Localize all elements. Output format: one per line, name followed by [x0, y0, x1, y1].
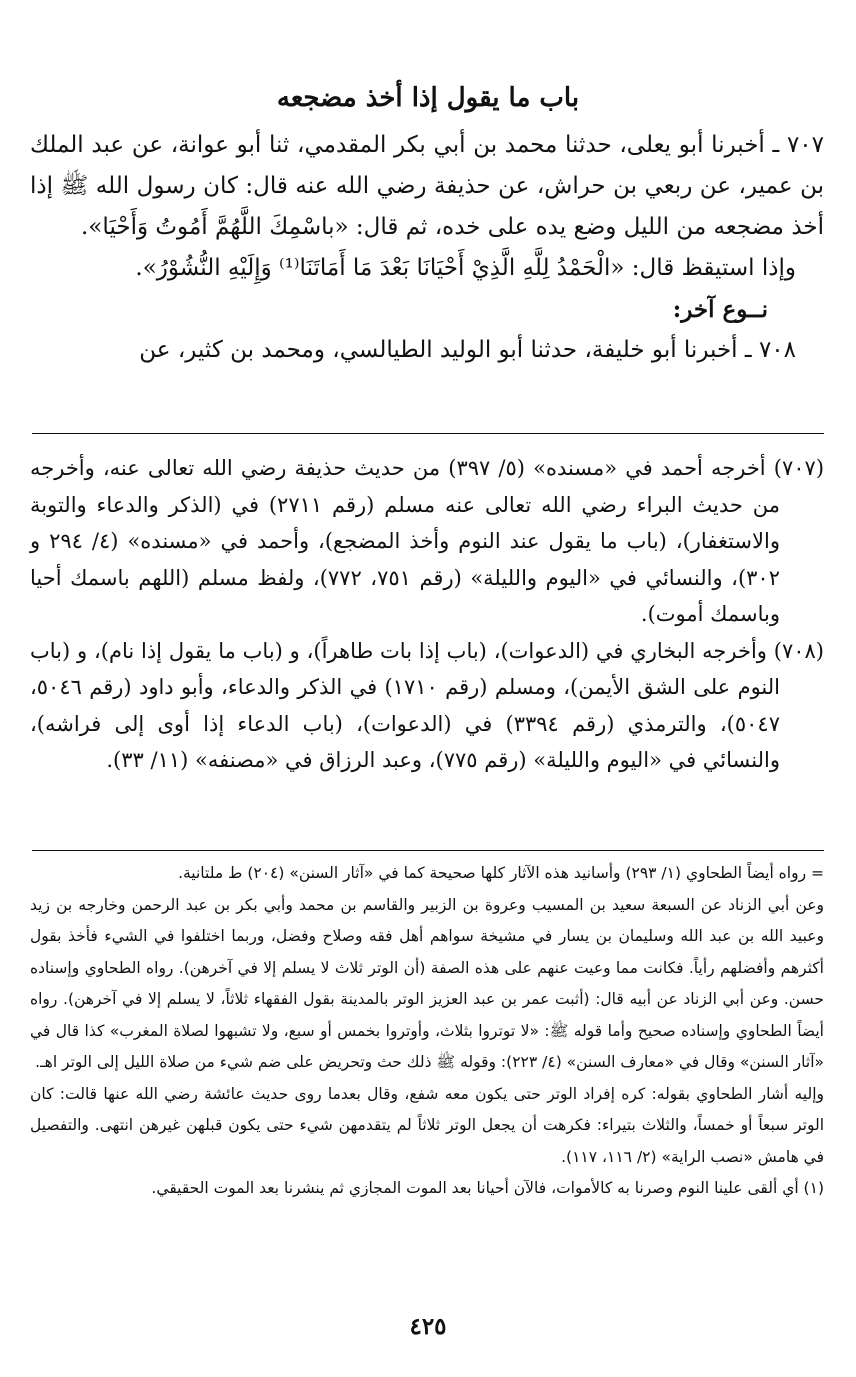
hadith-707-continuation: وإذا استيقظ قال: «الْحَمْدُ لِلَّهِ الَّذِيْ أَحْيَانَا بَعْدَ مَا أَمَاتَنَا⁽¹⁾ وَإِلَيْهِ النُّشُوْرُ».: [135, 255, 796, 281]
takhrij-notes: [30, 450, 824, 779]
main-text: [30, 125, 824, 371]
footnote-1: (١) أي ألقى علينا النوم وصرنا به كالأموات، فالآن أحيانا بعد الموت المجازي ثم ينشرنا بعد الموت الحقيقي.: [151, 1179, 824, 1197]
note-707: (٧٠٧) أخرجه أحمد في «مسنده» (٥/ ٣٩٧) من حديث حذيفة رضي الله تعالى عنه، وأخرجه من حديث البراء رضي الله تعالى عنه مسلم (رقم ٢٧١١) في (الذكر والدعاء والتوبة والاستغفار)، (باب ما يقول عند النوم وأخذ المضجع)، وأحمد في «مسنده» (٤/ ٢٩٤ و ٣٠٢)، والنسائي في «اليوم والليلة» (رقم ٧٥١، ٧٧٢)، ولفظ مسلم (اللهم باسمك أحيا وباسمك أموت).: [30, 456, 825, 626]
secondary-footnote-divider: [32, 850, 824, 851]
hadith-707: ٧٠٧ ـ أخبرنا أبو يعلى، حدثنا محمد بن أبي بكر المقدمي، ثنا أبو عوانة، عن عبد الملك بن عمير، عن ربعي بن حراش، عن حذيفة رضي الله عنه قال: كان رسول الله ﷺ إذا أخذ مضجعه من الليل وضع يده على خده، ثم قال: «باسْمِكَ اللَّهُمَّ أَمُوتُ وَأَحْيَا».: [30, 132, 824, 240]
secondary-footnotes: [30, 858, 824, 1205]
chapter-title: باب ما يقول إذا أخذ مضجعه: [276, 83, 580, 113]
footnote-continuation-3: وإليه أشار الطحاوي بقوله: كره إفراد الوتر حتى يكون معه شفع، وقال بعدما روى حديث عائشة رضي الله عنها قالت: كان الوتر سبعاً أو خمساً، والثلاث بتيراء: فكرهت أن يجعل الوتر ثلاثاً لم يتقدمهن شيء حتى يكون قبلهن غيرهن انتهى. والتفصيل في هامش «نصب الراية» (٢/ ١١٦، ١١٧).: [30, 1084, 824, 1166]
footnote-continuation-1: = رواه أيضاً الطحاوي (١/ ٢٩٣) وأسانيد هذه الآثار كلها صحيحة كما في «آثار السنن» (٢٠٤) ط ملتانية.: [178, 864, 824, 882]
main-footnote-divider: [32, 433, 824, 434]
section-subheading: نــوع آخر:: [672, 296, 768, 323]
footnote-continuation-2: وعن أبي الزناد عن السبعة سعيد بن المسيب وعروة بن الزبير والقاسم بن محمد وأبي بكر بن عبد الرحمن وخارجه بن زيد وعبيد الله بن عبد الله وسليمان بن يسار في مشيخة سواهم أهل فقه وصلاح وفضل، وربما اختلفوا في الشيء فأخذ بقول أكثرهم وأفضلهم رأياً. فكانت مما وعيت عنهم على هذه الصفة (أن الوتر ثلاث لا يسلم إلا في آخرهن). رواه الطحاوي وإسناده حسن. وعن أبي الزناد عن أبيه قال: (أثبت عمر بن عبد العزيز الوتر بالمدينة بقول الفقهاء ثلاثاً، لا يسلم إلا في آخرهن). رواه أيضاً الطحاوي وإسناده صحيح وأما قوله ﷺ: «لا توتروا بثلاث، وأوتروا بخمس أو سبع، ولا تشبهوا لصلاة المغرب» كذا قال في «آثار السنن» وقال في «معارف السنن» (٤/ ٢٢٣): وقوله ﷺ ذلك حث وتحريض على ضم شيء من صلاة الليل إلى الوتر اهـ.: [30, 895, 824, 1071]
page-number: ٤٢٥: [409, 1313, 447, 1340]
hadith-708: ٧٠٨ ـ أخبرنا أبو خليفة، حدثنا أبو الوليد الطيالسي، ومحمد بن كثير، عن: [139, 337, 796, 363]
note-708: (٧٠٨) وأخرجه البخاري في (الدعوات)، (باب إذا بات طاهراً)، و (باب ما يقول إذا نام)، و (باب النوم على الشق الأيمن)، ومسلم (رقم ١٧١٠) في الذكر والدعاء، وأبو داود (رقم ٥٠٤٦، ٥٠٤٧)، والترمذي (رقم ٣٣٩٤) في (الدعوات)، (باب الدعاء إذا أوى إلى فراشه)، والنسائي في «اليوم والليلة» (رقم ٧٧٥)، وعبد الرزاق في «مصنفه» (١١/ ٣٣).: [30, 638, 824, 772]
